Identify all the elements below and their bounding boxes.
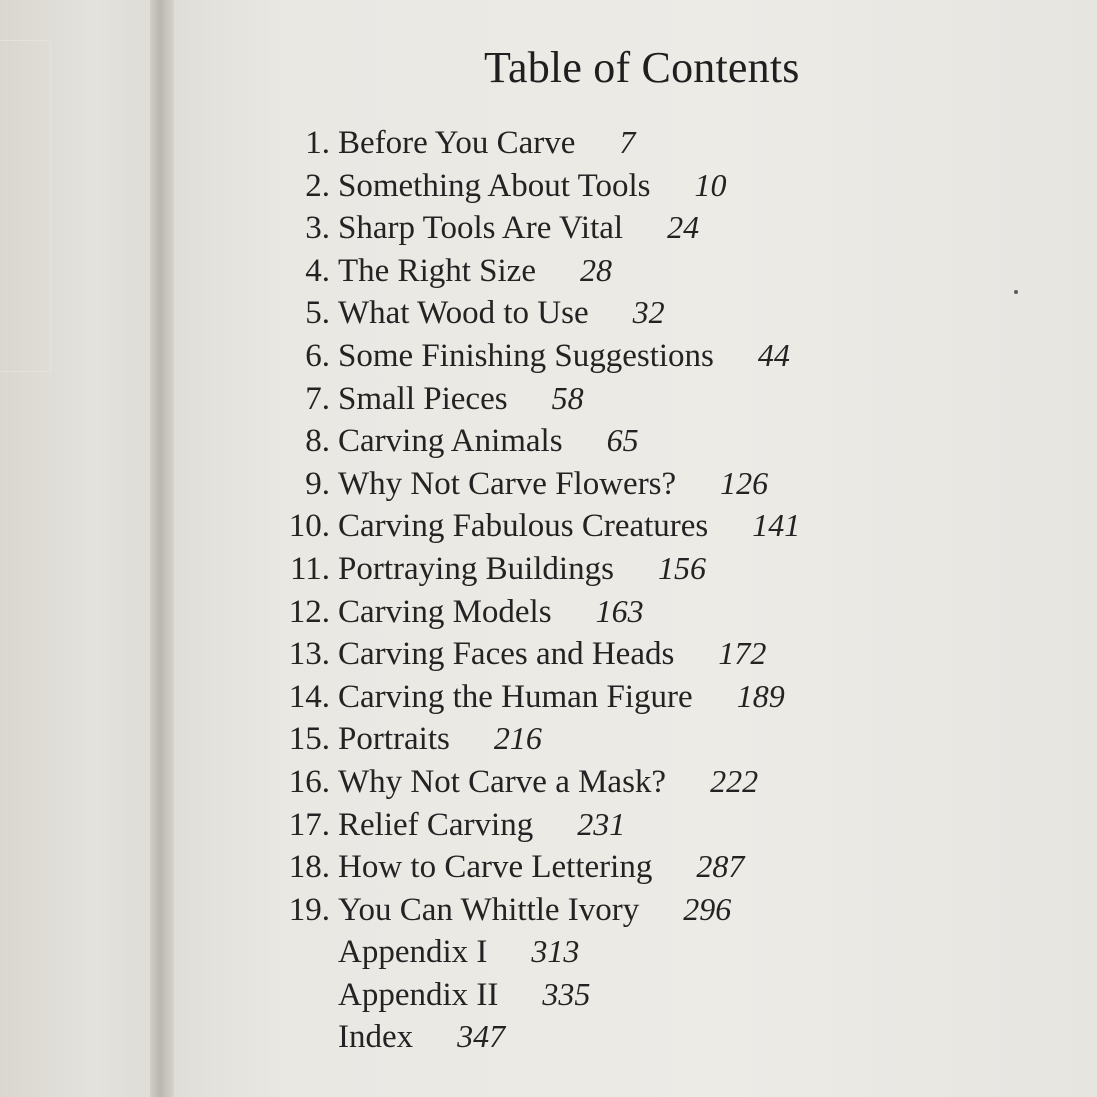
right-page — [174, 0, 1097, 1097]
toc-entry — [274, 206, 1034, 249]
toc-entry-page: 313 — [531, 933, 580, 970]
toc-entry-page: 32 — [632, 294, 665, 331]
page-title: Table of Contents — [484, 43, 800, 92]
toc-entry-number: 19. — [288, 891, 330, 928]
toc-entry-number: 9. — [305, 465, 330, 502]
toc-entry — [274, 803, 1034, 846]
toc-entry — [274, 717, 1034, 760]
toc-entry-title: Some Finishing Suggestions — [338, 337, 714, 374]
toc-entry-title: Before You Carve — [338, 125, 576, 161]
toc-entry-title: You Can Whittle Ivory — [338, 891, 640, 928]
toc-entry-page: 10 — [694, 166, 727, 203]
toc-entry — [274, 845, 1034, 888]
toc-entry — [274, 632, 1034, 675]
toc-entry — [274, 930, 1034, 973]
toc-entry-title: Appendix I — [338, 934, 488, 971]
toc-entry — [274, 547, 1034, 590]
page-edge — [0, 40, 51, 372]
toc-entry-page: 287 — [696, 848, 745, 885]
toc-entry-page: 335 — [542, 975, 591, 1012]
toc-entry — [274, 760, 1034, 803]
toc-entry-number: 12. — [288, 593, 330, 630]
toc-entry-page: 163 — [595, 592, 644, 629]
toc-entry-page: 231 — [577, 805, 626, 842]
toc-entry — [274, 590, 1034, 633]
toc-entry-title: Carving Models — [338, 593, 552, 630]
left-page — [0, 0, 158, 1097]
toc-entry-page: 156 — [657, 549, 706, 586]
toc-entry-page: 65 — [606, 422, 639, 459]
toc-entry-title: Sharp Tools Are Vital — [338, 210, 624, 247]
toc-entry-number: 6. — [305, 337, 330, 374]
toc-entry-title: Something About Tools — [338, 167, 651, 204]
toc-entry-title: Appendix II — [338, 976, 499, 1013]
toc-entry-number: 1. — [305, 125, 330, 161]
toc-entry-title: Why Not Carve a Mask? — [338, 763, 667, 800]
toc-entry-title: Small Pieces — [338, 380, 508, 417]
toc-entry-number: 4. — [305, 252, 330, 289]
toc-entry-number: 8. — [305, 423, 330, 460]
toc-entry — [274, 462, 1034, 505]
toc-entry — [274, 888, 1034, 931]
toc-entry-page: 172 — [718, 635, 767, 672]
toc-entry-number: 11. — [289, 550, 330, 587]
toc-entry-number: 7. — [305, 380, 330, 417]
toc-entry-title: The Right Size — [338, 252, 536, 289]
toc-entry — [274, 121, 1034, 164]
toc-entry-title: Portraits — [338, 721, 450, 758]
toc-entry — [274, 419, 1034, 462]
toc-entry-title: Relief Carving — [338, 806, 534, 843]
toc-entry — [274, 504, 1034, 547]
toc-entry — [274, 249, 1034, 292]
toc-entry-page: 141 — [752, 507, 801, 544]
paper-speck — [1014, 290, 1018, 294]
toc-entry — [274, 164, 1034, 207]
toc-entry — [274, 377, 1034, 420]
toc-entry-number: 2. — [305, 167, 330, 204]
toc-entry-number: 3. — [305, 210, 330, 247]
toc-entry-number: 10. — [288, 508, 330, 545]
book-gutter — [150, 0, 176, 1097]
toc-entry-page: 189 — [736, 677, 785, 714]
toc-entry-page: 222 — [710, 762, 759, 799]
toc-entry-title: Carving Faces and Heads — [338, 636, 675, 673]
toc-entry-number: 15. — [288, 721, 330, 758]
toc-entry-number: 18. — [288, 849, 330, 886]
toc-entry-title: How to Carve Lettering — [338, 849, 653, 886]
toc-entry-title: Why Not Carve Flowers? — [338, 465, 677, 502]
toc-entry-page: 216 — [493, 720, 542, 757]
toc-entry-number: 16. — [288, 763, 330, 800]
toc-entry-page: 58 — [551, 379, 584, 416]
toc-entry — [274, 334, 1034, 377]
toc-entry-page: 296 — [683, 890, 732, 927]
toc-entry-title: Index — [338, 1019, 414, 1056]
toc-entry-title: Carving Fabulous Creatures — [338, 508, 709, 545]
toc-list — [274, 121, 1034, 1058]
toc-entry-page: 28 — [579, 251, 612, 288]
toc-entry-title: What Wood to Use — [338, 295, 589, 332]
toc-entry-number: 17. — [288, 806, 330, 843]
toc-entry-page: 44 — [757, 336, 790, 373]
toc-entry-page: 7 — [619, 124, 636, 160]
toc-entry-title: Carving Animals — [338, 423, 563, 460]
toc-entry — [274, 1015, 1034, 1058]
toc-entry — [274, 973, 1034, 1016]
toc-entry-title: Carving the Human Figure — [338, 678, 693, 715]
toc-entry-number: 14. — [288, 678, 330, 715]
toc-entry-page: 126 — [720, 464, 769, 501]
toc-entry — [274, 675, 1034, 718]
toc-entry-number: 13. — [288, 636, 330, 673]
toc-entry-title: Portraying Buildings — [338, 550, 614, 587]
toc-entry-page: 347 — [457, 1018, 506, 1055]
toc-entry-page: 24 — [667, 209, 700, 246]
toc-entry — [274, 291, 1034, 334]
toc-entry-number: 5. — [305, 295, 330, 332]
